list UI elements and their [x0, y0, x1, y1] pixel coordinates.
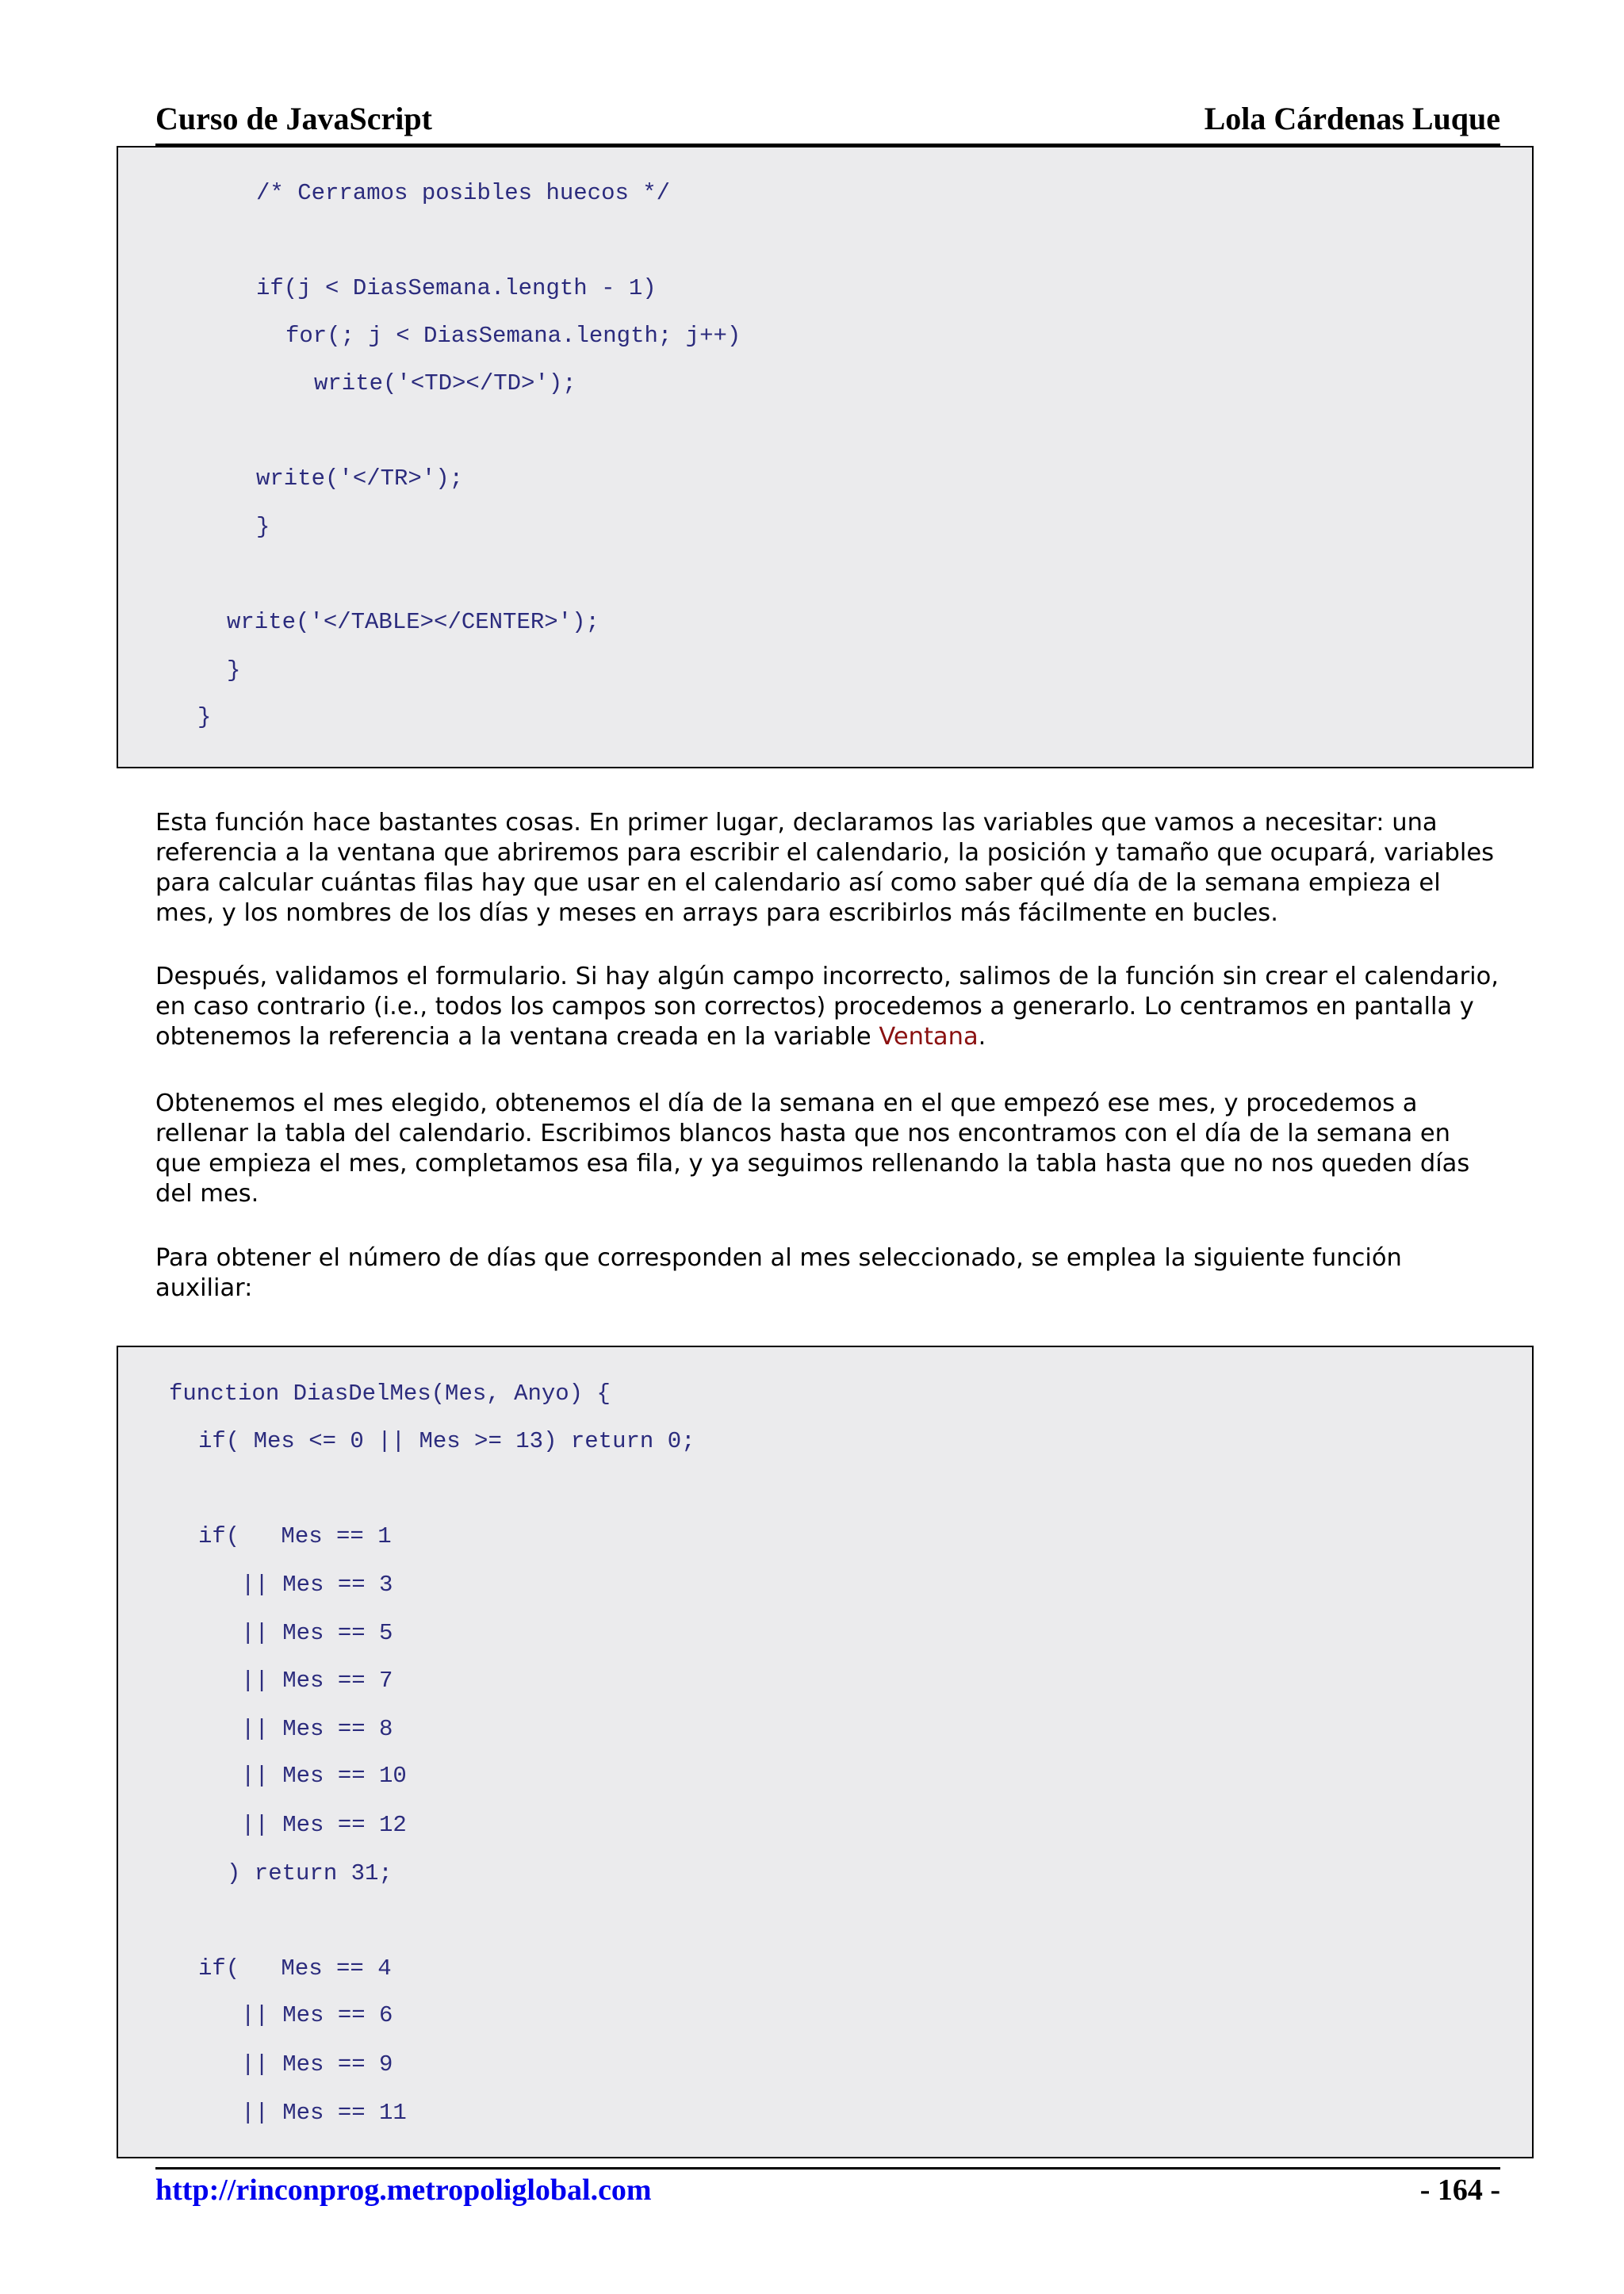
- body-paragraph-4: Para obtener el número de días que corresponden al mes seleccionado, se emplea la siguiente función auxiliar:: [155, 1244, 1402, 1302]
- body-paragraph-3: Obtenemos el mes elegido, obtenemos el día de la semana en el que empezó ese mes, y procedemos a rellenar la tabla del calendario. Escribimos blancos hasta que nos encontramos con el día de la semana en que empieza el mes, completamos esa fila, y ya seguimos rellenando la tabla hasta que no nos queden días del mes.: [155, 1090, 1470, 1208]
- code-block-1: [117, 146, 1534, 768]
- code-line: for(; j < DiasSemana.length; j++): [285, 323, 741, 349]
- code-line: }: [227, 657, 241, 684]
- code-line: if( Mes == 4: [198, 1955, 392, 1982]
- code-line: function DiasDelMes(Mes, Anyo) {: [169, 1381, 611, 1407]
- code-line: write('</TR>');: [256, 465, 464, 492]
- variable-name-highlight: Ventana: [879, 1023, 979, 1051]
- code-line: || Mes == 12: [241, 1812, 407, 1838]
- code-line: if( Mes == 1: [198, 1523, 392, 1549]
- paragraph-2-text: Después, validamos el formulario. Si hay algún campo incorrecto, salimos de la función sin crear el calendario, en caso contrario (i.e., todos los campos son correctos) procedemos a generarlo. Lo centramos en pantalla y obtenemos la referencia a la ventana creada en la variable: [155, 963, 1499, 1051]
- code-line: /* Cerramos posibles huecos */: [256, 180, 671, 206]
- footer-site-link[interactable]: http://rinconprog.metropoliglobal.com: [155, 2173, 652, 2207]
- code-line: }: [197, 704, 212, 730]
- code-line: ) return 31;: [227, 1860, 393, 1886]
- code-line: if(j < DiasSemana.length - 1): [256, 275, 657, 301]
- page-number: - 164 -: [1419, 2173, 1500, 2207]
- document-title: Curso de JavaScript: [155, 101, 432, 136]
- code-line: || Mes == 9: [241, 2051, 393, 2078]
- code-block-2: [117, 1346, 1534, 2158]
- body-paragraph-2: [155, 962, 1503, 1052]
- code-line: || Mes == 11: [241, 2100, 407, 2126]
- code-line: || Mes == 3: [241, 1572, 393, 1598]
- code-line: || Mes == 8: [241, 1716, 393, 1742]
- code-line: }: [256, 514, 270, 540]
- body-paragraph-1: Esta función hace bastantes cosas. En primer lugar, declaramos las variables que vamos a necesitar: una referencia a la ventana que abriremos para escribir el calendario, la posición y tamaño que ocupará, variables para calcular cuántas filas hay que usar en el calendario así como saber qué día de la semana empieza el mes, y los nombres de los días y meses en arrays para escribirlos más fácilmente en bucles.: [155, 809, 1495, 927]
- page-header: [155, 94, 1500, 144]
- document-author: Lola Cárdenas Luque: [1204, 101, 1500, 136]
- code-line: if( Mes <= 0 || Mes >= 13) return 0;: [198, 1428, 695, 1454]
- code-line: || Mes == 10: [241, 1763, 407, 1789]
- code-line: write('<TD></TD>');: [314, 370, 576, 396]
- paragraph-2-end: .: [978, 1023, 986, 1051]
- code-line: write('</TABLE></CENTER>');: [227, 609, 599, 635]
- code-line: || Mes == 6: [241, 2002, 393, 2028]
- code-line: || Mes == 5: [241, 1620, 393, 1646]
- code-line: || Mes == 7: [241, 1668, 393, 1694]
